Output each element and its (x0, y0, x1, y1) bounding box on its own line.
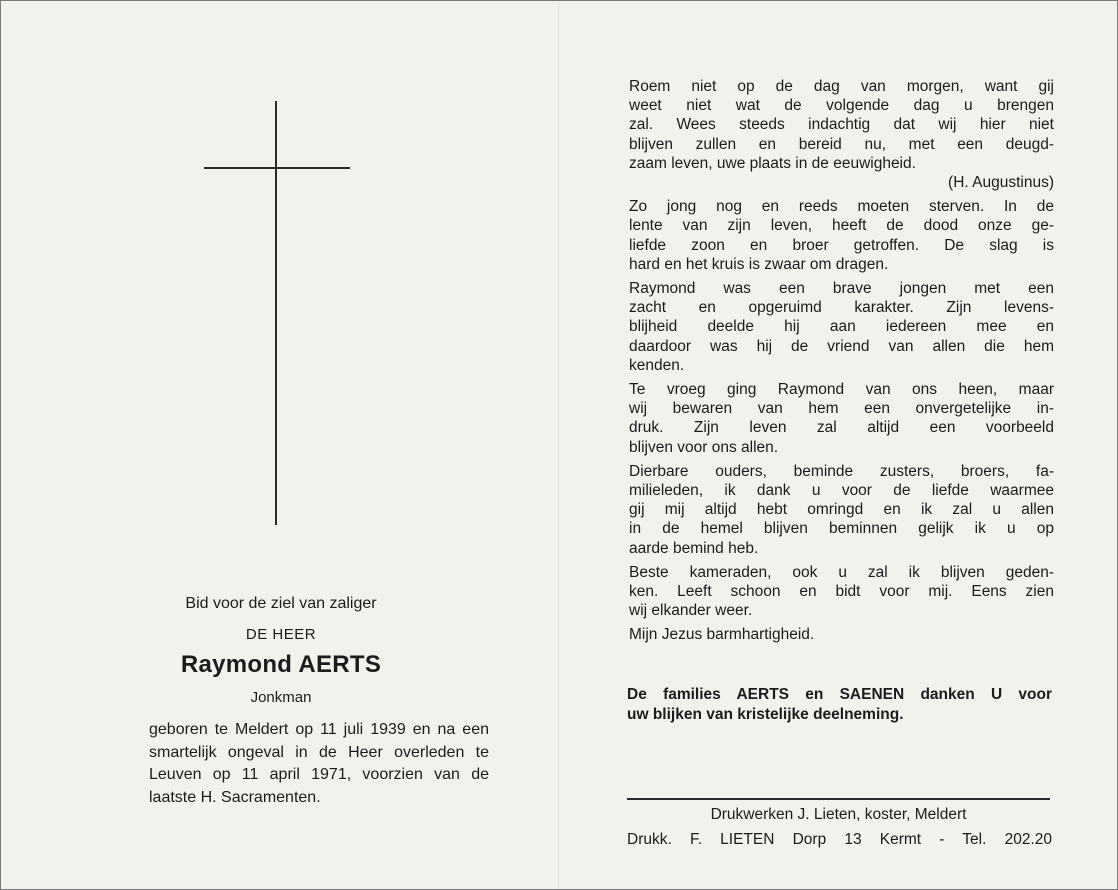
verse-line: hard en het kruis is zwaar om dragen. (629, 255, 889, 273)
verse-line: Te vroeg ging Raymond van ons heen, maar (629, 381, 1054, 399)
verse-line: ken. Leeft schoon en bidt voor mij. Eens zien (629, 583, 1054, 601)
verse-line: wij bewaren van hem een onvergetelijke in- (629, 400, 1054, 418)
verse-line: blijven voor ons allen. (629, 438, 779, 456)
cross-icon (275, 101, 277, 525)
verse-paragraph (629, 197, 1054, 274)
verse-paragraph (629, 563, 1054, 621)
verse-paragraph (629, 462, 1054, 558)
verse-line: weet niet wat de volgende dag u brengen (629, 97, 1054, 115)
verse-paragraph (629, 380, 1054, 457)
verse-line: gij mij altijd hebt omringd en ik zal u allen (629, 501, 1054, 519)
bio-line: Leuven op 11 april 1971, voorzien van de (149, 766, 489, 783)
marital-status: Jonkman (250, 689, 312, 706)
verse-line: lente van zijn leven, heeft de dood onze ge- (629, 217, 1054, 235)
honorific-title: DE HEER (245, 626, 317, 643)
verse-line: Roem niet op de dag van morgen, want gij (629, 78, 1054, 95)
prayer-heading: Bid voor de ziel van zaliger (185, 595, 377, 612)
printer-address: Drukk. F. LIETEN Dorp 13 Kermt - Tel. 202.20 (627, 831, 1052, 848)
verse-line: blijven zullen en bereid nu, met een deugd- (629, 135, 1054, 153)
verse-line: liefde zoon en broer getroffen. De slag is (629, 236, 1054, 254)
quote-attribution: (H. Augustinus) (948, 174, 1054, 192)
verse-paragraph (629, 279, 1054, 375)
verse-line: zal. Wees steeds indachtig dat wij hier niet (629, 116, 1054, 134)
bio-line: laatste H. Sacramenten. (149, 788, 321, 806)
deceased-name: Raymond AERTS (180, 651, 382, 678)
verse-line: Zo jong nog en reeds moeten sterven. In de (629, 198, 1054, 216)
verse-paragraph (629, 77, 1054, 192)
card-fold (558, 1, 560, 889)
verse-line: daardoor was hij de vriend van allen die hem (629, 337, 1054, 355)
verse-line: blijheid deelde hij aan iedereen mee en (629, 318, 1054, 336)
verse-line: Dierbare ouders, beminde zusters, broers, fa- (629, 462, 1054, 480)
bio-line: smartelijk ongeval in de Heer overleden te (149, 743, 489, 761)
verse-line: druk. Zijn leven zal altijd een voorbeeld (629, 419, 1054, 437)
family-thanks (627, 685, 1052, 724)
cross-icon-bar (204, 167, 350, 169)
verse-line: kenden. (629, 356, 685, 374)
divider (627, 798, 1050, 800)
verse-line: milieleden, ik dank u voor de liefde waarmee (629, 482, 1054, 500)
verse-line: wij elkander weer. (629, 602, 753, 620)
verse-line: Raymond was een brave jongen met een (629, 280, 1054, 298)
printer-credit: Drukwerken J. Lieten, koster, Meldert (710, 806, 967, 823)
verse-line: zaam leven, uwe plaats in de eeuwigheid. (629, 154, 916, 172)
verse-line: Mijn Jezus barmhartigheid. (629, 626, 815, 644)
bio-line: geboren te Meldert op 11 juli 1939 en na een (149, 721, 489, 738)
verse-line: in de hemel blijven beminnen gelijk ik u op (629, 520, 1054, 538)
verse-paragraph (629, 625, 1054, 644)
memorial-text (629, 77, 1054, 650)
thanks-line: uw blijken van kristelijke deelneming. (627, 705, 904, 723)
biography (149, 719, 489, 809)
verse-line: aarde bemind heb. (629, 539, 759, 557)
verse-line: Beste kameraden, ook u zal ik blijven geden- (629, 563, 1054, 581)
thanks-line: De families AERTS en SAENEN danken U voor (627, 686, 1052, 703)
verse-line: zacht en opgeruimd karakter. Zijn levens- (629, 299, 1054, 317)
